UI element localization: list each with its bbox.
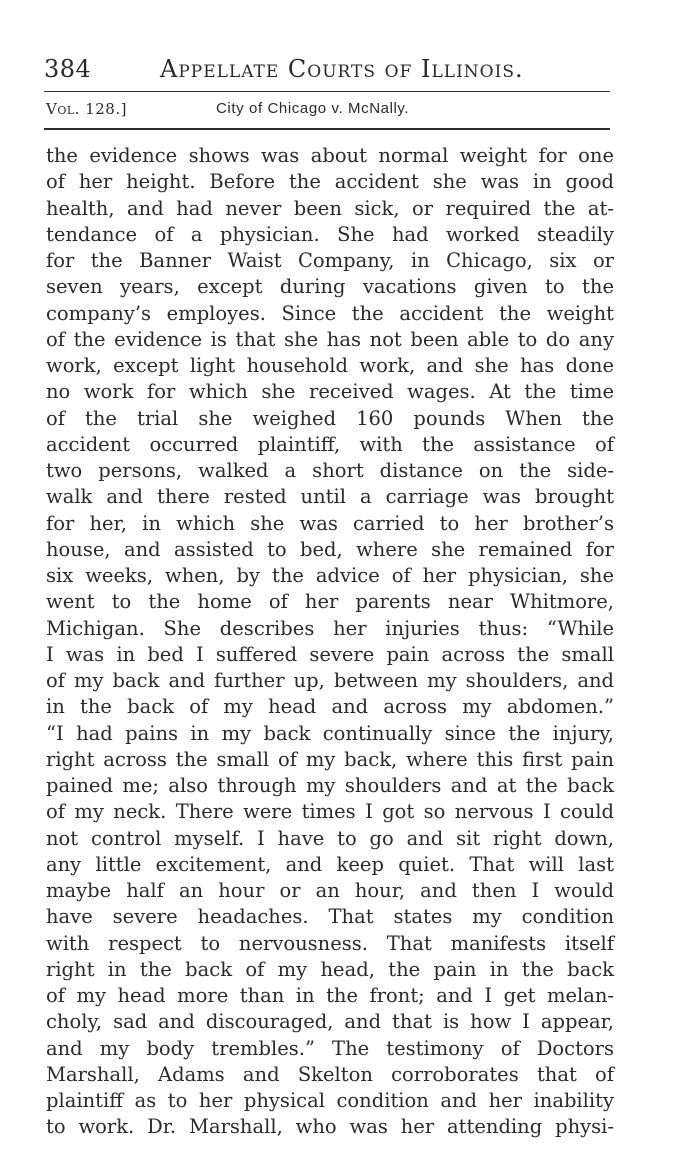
text-line: accident occurred plaintiff, with the assistance of (46, 432, 614, 456)
text-line: in the back of my head and across my abdomen.” (46, 695, 614, 719)
text-line: pained me; also through my shoulders and at the back (46, 774, 614, 797)
text-line: two persons, walked a short distance on the side- (46, 459, 614, 482)
text-line: with respect to nervousness. That manifests itself (46, 931, 614, 955)
text-line: to work. Dr. Marshall, who was her attending physi- (46, 1115, 614, 1139)
text-line: of my neck. There were times I got so nervous I could (46, 800, 614, 824)
text-line: choly, sad and discouraged, and that is how I appear, (46, 1010, 614, 1034)
text-line: and my body trembles.” The testimony of Doctors (46, 1036, 614, 1060)
text-line: went to the home of her parents near Whitmore, (46, 590, 614, 614)
text-line: of my back and further up, between my shoulders, and (46, 669, 614, 692)
text-line: for her, in which she was carried to her brother’s (46, 511, 614, 535)
volume-label: Vol. 128.] (46, 100, 127, 118)
running-title: Appellate Courts of Illinois. (160, 55, 524, 83)
text-line: tendance of a physician. She had worked steadily (46, 222, 614, 246)
text-line: health, and had never been sick, or required the at- (46, 196, 614, 220)
text-line: house, and assisted to bed, where she remained for (46, 537, 614, 561)
text-line: right across the small of my back, where this first pain (46, 747, 614, 771)
text-line: walk and there rested until a carriage was brought (46, 485, 614, 509)
text-line: plaintiff as to her physical condition and her inability (46, 1089, 614, 1112)
text-line: of my head more than in the front; and I get melan- (46, 984, 614, 1007)
text-line: maybe half an hour or an hour, and then I would (46, 879, 614, 902)
case-title: City of Chicago v. McNally. (216, 100, 410, 117)
body-text (46, 143, 614, 1141)
text-line: right in the back of my head, the pain in the back (46, 957, 614, 981)
text-line: “I had pains in my back continually since the injury, (46, 721, 614, 745)
header-rule-bottom (44, 128, 610, 130)
text-line: work, except light household work, and she has done (46, 354, 614, 377)
case-line (46, 98, 610, 122)
text-line: have severe headaches. That states my condition (46, 905, 614, 929)
header-rule-top (44, 91, 610, 92)
text-line: of her height. Before the accident she was in good (46, 170, 614, 194)
text-line: six weeks, when, by the advice of her physician, she (46, 564, 614, 587)
page-number: 384 (44, 55, 92, 83)
text-line: Marshall, Adams and Skelton corroborates that of (46, 1062, 614, 1086)
text-line: of the trial she weighed 160 pounds When the (46, 406, 614, 430)
text-line: the evidence shows was about normal weight for one (46, 144, 614, 167)
text-line: no work for which she received wages. At the time (46, 380, 614, 404)
running-head (44, 54, 610, 88)
text-line: company’s employes. Since the accident the weight (46, 301, 614, 325)
text-line: not control myself. I have to go and sit right down, (46, 826, 614, 850)
text-line: of the evidence is that she has not been able to do any (46, 327, 614, 351)
text-line: any little excitement, and keep quiet. That will last (46, 852, 614, 876)
text-line: I was in bed I suffered severe pain across the small (46, 642, 614, 666)
text-line: Michigan. She describes her injuries thus: “While (46, 616, 614, 640)
text-line: for the Banner Waist Company, in Chicago, six or (46, 249, 614, 272)
text-line: seven years, except during vacations given to the (46, 275, 614, 299)
